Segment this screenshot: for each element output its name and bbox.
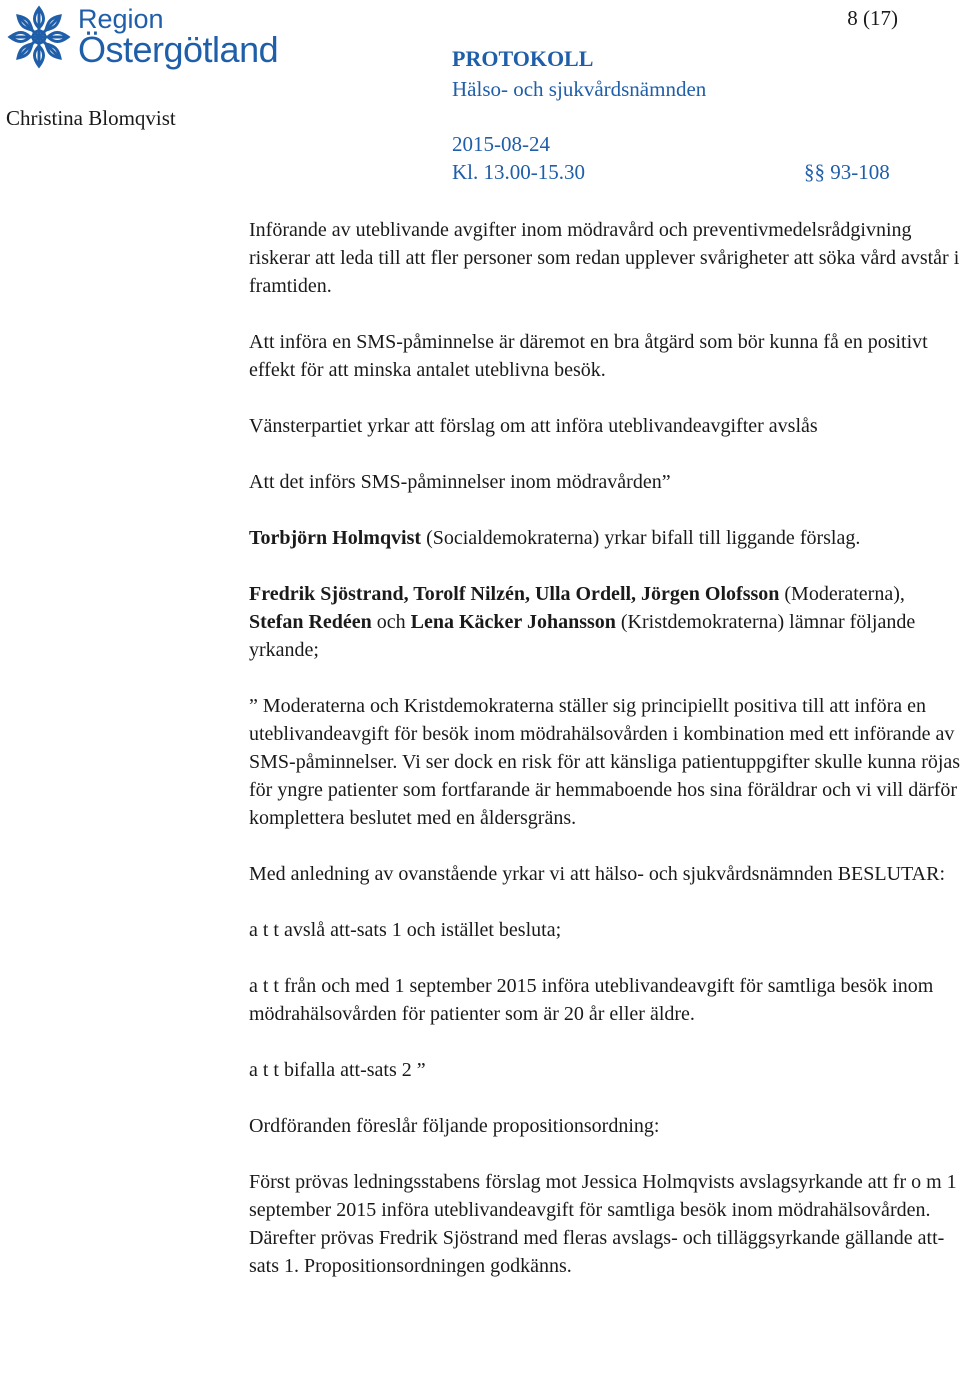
paragraph: Vänsterpartiet yrkar att förslag om att införa uteblivandeavgifter avslås: [249, 415, 818, 437]
paragraph: a t t från och med 1 september 2015 införa uteblivandeavgift för samtliga besök inom mödrahälsovården för patienter som är 20 år eller äldre.: [249, 975, 934, 1025]
speaker-name: Stefan Redéen: [249, 611, 372, 633]
paragraph: [249, 580, 960, 664]
paragraph: [249, 524, 960, 552]
meeting-date: 2015-08-24: [452, 132, 550, 156]
paragraph: a t t avslå att-sats 1 och istället besluta;: [249, 919, 562, 941]
document-type: PROTOKOLL: [452, 46, 594, 71]
paragraph-text: (Kristdemokraterna) lämnar följande yrkande;: [249, 611, 916, 661]
speaker-name: Torbjörn Holmqvist: [249, 527, 422, 549]
paragraph-text: (Socialdemokraterna) yrkar bifall till liggande förslag.: [421, 527, 861, 549]
paragraph: Att det införs SMS-påminnelser inom mödravården”: [249, 471, 671, 493]
committee-name: Hälso- och sjukvårdsnämnden: [452, 77, 707, 101]
author-name: Christina Blomqvist: [6, 106, 176, 130]
paragraph: a t t bifalla att-sats 2 ”: [249, 1059, 426, 1081]
speaker-names: Fredrik Sjöstrand, Torolf Nilzén, Ulla Ordell, Jörgen Olofsson: [249, 583, 780, 605]
party-text: (Moderaterna),: [779, 583, 905, 605]
paragraph: Med anledning av ovanstående yrkar vi att hälso- och sjukvårdsnämnden BESLUTAR:: [249, 863, 946, 885]
logo-line-region: Region: [78, 4, 164, 34]
paragraph: Att införa en SMS-påminnelse är däremot en bra åtgärd som bör kunna få en positivt effekt för att minska antalet uteblivna besök.: [249, 331, 928, 381]
snowflake-flower-icon: [6, 4, 72, 70]
paragraph-range: §§ 93-108: [804, 160, 890, 184]
paragraph: Ordföranden föreslår följande propositionsordning:: [249, 1115, 660, 1137]
logo-line-name: Östergötland: [78, 29, 279, 70]
paragraph: ” Moderaterna och Kristdemokraterna ställer sig principiellt positiva till att införa en uteblivandeavgift för besök inom mödrahälsovården i kombination med ett införande av SMS-påminnelser. Vi ser dock en risk för att känsliga patientuppgifter skulle kunna röjas för yngre patienter som fortfarande är hemmaboende hos sina föräldrar och vi vill därför komplettera beslutet med en åldersgräns.: [249, 695, 960, 829]
meeting-time: Kl. 13.00-15.30: [452, 160, 585, 184]
conjunction-text: och: [371, 611, 411, 633]
paragraph: Först prövas ledningsstabens förslag mot Jessica Holmqvists avslagsyrkande att fr o m 1 september 2015 införa uteblivandeavgift för samtliga besök inom mödrahälsovården. Därefter prövas Fredrik Sjöstrand med fleras avslags- och tilläggsyrkande gällande att-sats 1. Propositionsordningen godkänns.: [249, 1171, 957, 1277]
page-number: 8 (17): [847, 6, 898, 30]
speaker-name: Lena Käcker Johansson: [410, 611, 616, 633]
paragraph: Införande av uteblivande avgifter inom mödravård och preventivmedelsrådgivning riskerar att leda till att fler personer som redan upplever svårigheter att söka vård avstår i framtiden.: [249, 219, 960, 297]
region-logo: [6, 2, 279, 74]
document-body: [249, 216, 960, 1280]
